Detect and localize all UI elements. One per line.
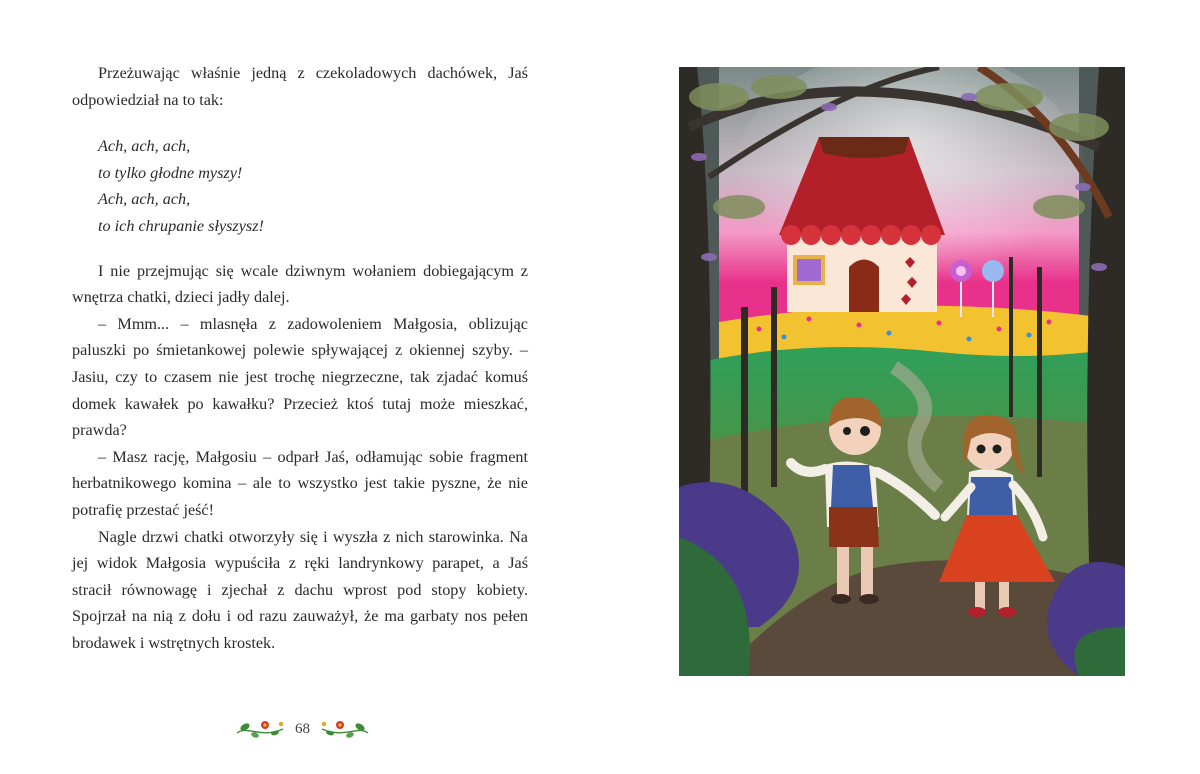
verse-line: to tylko głodne myszy! [98,163,243,182]
verse-block [98,133,528,239]
verse-line: Ach, ach, ach, [98,190,191,209]
story-illustration [679,67,1125,676]
page-number: 68 [295,720,310,737]
paragraph: Nagle drzwi chatki otworzyły się i wyszła z nich starowinka. Na jej widok Małgosia wypuściła z ręki landrynkowy parapet, a Jaś stracił równowagę i zjechał z dachu wprost pod stopy kobiety. Spojrzał na nią z dołu i od razu zauważył, że ma garbaty nos pełen brodawek i wstrętnych krostek. [72,527,528,652]
paragraph: I nie przejmując się wcale dziwnym wołaniem dobiegającym z wnętrza chatki, dzieci jadły dalej. [72,261,528,307]
verse-line: to ich chrupanie słyszysz! [98,216,264,235]
paragraph: Przeżuwając właśnie jedną z czekoladowych dachówek, Jaś odpowiedział na to tak: [72,64,528,109]
verse-line: Ach, ach, ach, [98,137,191,156]
house-door [849,260,879,313]
page-footer [225,712,380,746]
paragraph: – Masz rację, Małgosiu – odparł Jaś, odłamując sobie fragment herbatnikowego komina – ale to wszystko jest takie pyszne, że nie potrafię przestać jeść! [72,447,528,519]
floral-ornament-left-icon [235,715,285,743]
paragraph: – Mmm... – mlasnęła z zadowoleniem Małgosia, oblizując paluszki po śmietankowej polewie spływającej z okiennej szyby. – Jasiu, czy to czasem nie jest trochę niegrzeczne, tak zjadać komuś domek kawałek po kawałku? Przecież ktoś tutaj może mieszkać, prawda? [72,314,528,440]
text-column [72,60,528,656]
floral-ornament-right-icon [320,715,370,743]
